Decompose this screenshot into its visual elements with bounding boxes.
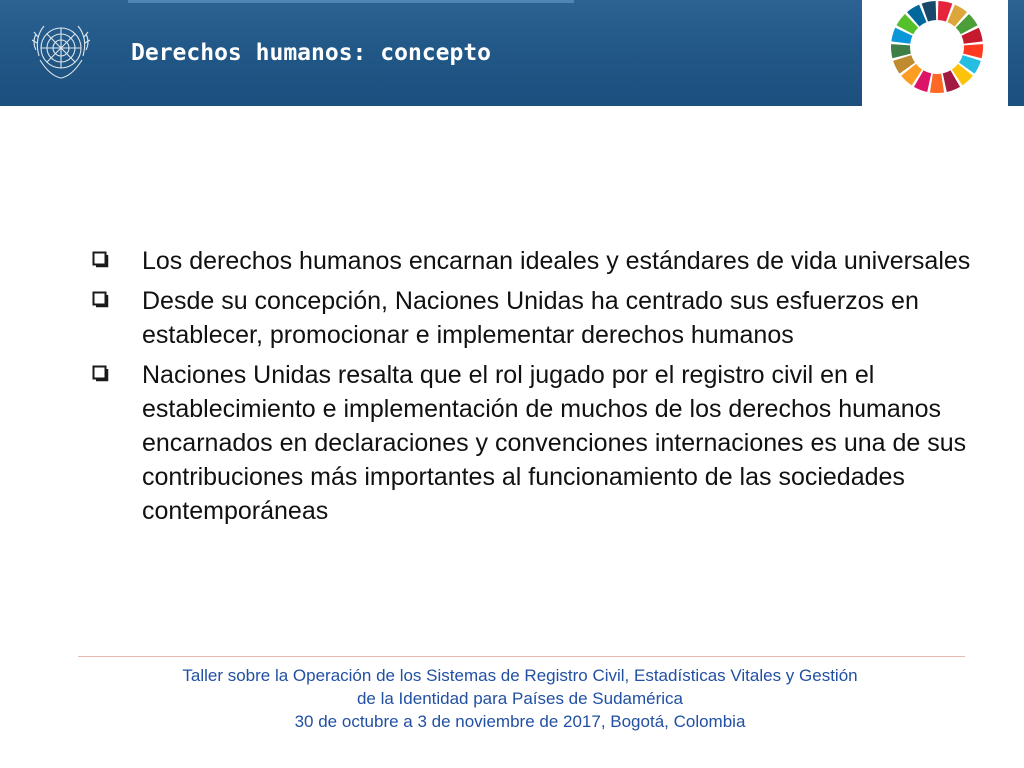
footer-line-2: de la Identidad para Países de Sudamérica — [356, 689, 684, 708]
sdg-wheel-segment — [963, 44, 983, 58]
sdg-wheel-segment — [930, 74, 944, 93]
sdg-wheel-icon — [877, 0, 997, 106]
bullet-item — [92, 358, 972, 528]
footer-line-1: Taller sobre la Operación de los Sistemas de Registro Civil, Estadísticas Vitales y Gestión — [182, 666, 858, 685]
bullet-item — [92, 244, 972, 278]
hollow-square-bullet-icon — [92, 291, 110, 309]
slide-title: Derechos humanos: concepto — [131, 40, 492, 66]
bullet-text: Desde su concepción, Naciones Unidas ha centrado sus esfuerzos en establecer, promocionar e implementar derechos humanos — [142, 287, 919, 349]
hollow-square-bullet-icon — [92, 251, 110, 269]
hollow-square-bullet-icon — [92, 365, 110, 383]
bullet-item — [92, 284, 972, 352]
bullet-list — [92, 244, 972, 534]
bullet-text: Naciones Unidas resalta que el rol jugado por el registro civil en el establecimiento e implementación de muchos de los derechos humanos encarnados en declaraciones y convenciones internaciones es una de sus contribuciones más importantes al funcionamiento de las sociedades contemporáneas — [142, 361, 967, 525]
bullet-text: Los derechos humanos encarnan ideales y estándares de vida universales — [142, 247, 971, 275]
footer-divider — [78, 656, 965, 657]
un-emblem-icon — [30, 16, 92, 88]
footer-line-3: 30 de octubre a 3 de noviembre de 2017, Bogotá, Colombia — [294, 712, 746, 731]
footer — [0, 664, 1024, 733]
header-accent-line — [128, 0, 574, 3]
sdg-wheel-segment — [891, 44, 911, 58]
